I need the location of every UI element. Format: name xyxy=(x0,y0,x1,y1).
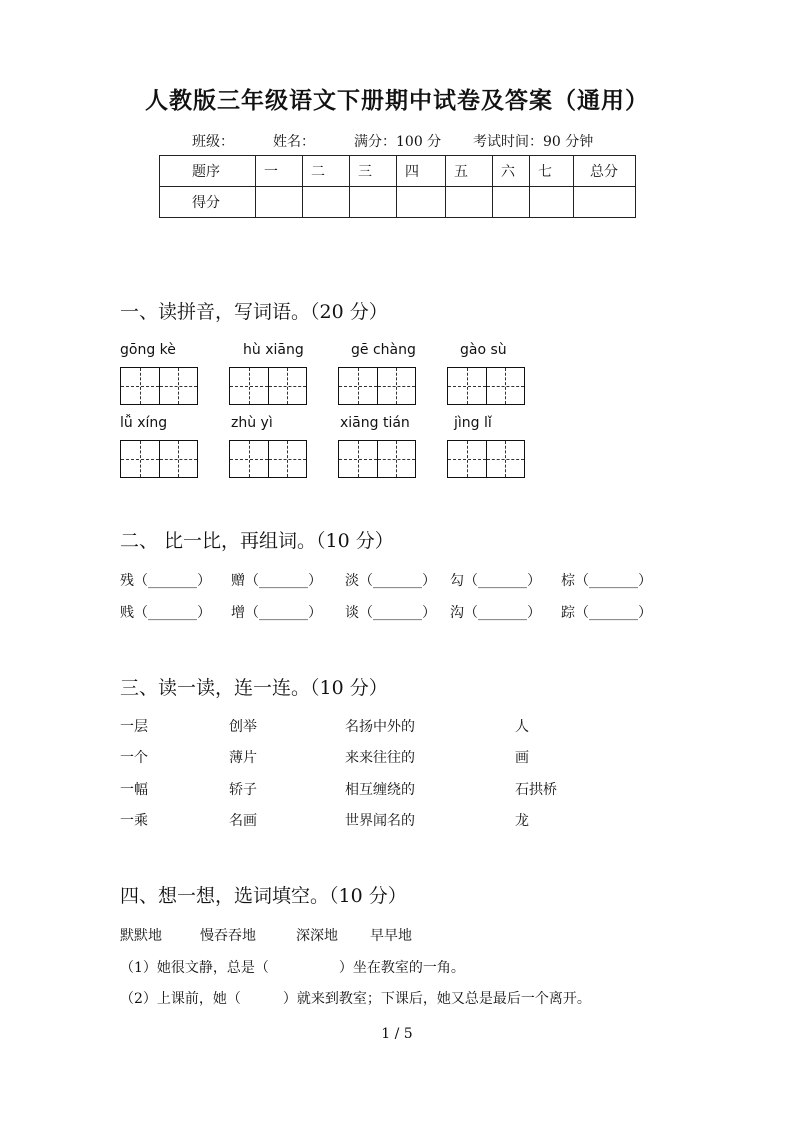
pinyin-label: hù xiāng xyxy=(243,342,304,358)
score-input-cell[interactable] xyxy=(303,187,350,218)
pinyin-label: gē chàng xyxy=(351,342,416,358)
tianzi-grid[interactable] xyxy=(338,367,416,405)
score-input-cell[interactable] xyxy=(350,187,397,218)
class-label: 班级： xyxy=(192,134,234,150)
word-blank[interactable]: 淡（_______） xyxy=(345,573,436,589)
match-item[interactable]: 薄片 xyxy=(229,750,257,766)
score-input-cell[interactable] xyxy=(446,187,493,218)
word-choice: 早早地 xyxy=(370,928,412,944)
score-input-cell[interactable] xyxy=(493,187,530,218)
match-item[interactable]: 名扬中外的 xyxy=(345,719,415,735)
score-input-cell[interactable] xyxy=(574,187,636,218)
section1-heading: 一、读拼音，写词语。（20 分） xyxy=(120,301,388,323)
word-blank[interactable]: 贱（_______） xyxy=(120,605,211,621)
pinyin-label: gōng kè xyxy=(120,342,176,358)
fill-question[interactable]: （1）她很文静，总是（ ）坐在教室的一角。 xyxy=(120,960,465,976)
score-input-cell[interactable] xyxy=(397,187,446,218)
tianzi-grid[interactable] xyxy=(120,440,198,478)
word-blank[interactable]: 增（_______） xyxy=(231,605,322,621)
score-table-row-label: 得分 xyxy=(160,187,256,218)
name-label: 姓名： xyxy=(273,134,315,150)
match-item[interactable]: 一乘 xyxy=(120,813,148,829)
score-table xyxy=(159,155,636,218)
score-table-cell: 一 xyxy=(256,156,303,187)
word-blank[interactable]: 赠（_______） xyxy=(231,573,322,589)
word-choice: 慢吞吞地 xyxy=(200,928,256,944)
match-item[interactable]: 世界闻名的 xyxy=(345,813,415,829)
match-item[interactable]: 一层 xyxy=(120,719,148,735)
match-item[interactable]: 人 xyxy=(515,719,529,735)
word-blank[interactable]: 沟（_______） xyxy=(450,605,541,621)
full-score-label: 满分：100 分 xyxy=(354,134,442,150)
section3-heading: 三、读一读，连一连。（10 分） xyxy=(120,677,388,699)
section2-heading: 二、 比一比，再组词。（10 分） xyxy=(120,530,394,552)
tianzi-grid[interactable] xyxy=(447,367,525,405)
pinyin-label: lǚ xíng xyxy=(120,415,168,431)
score-input-cell[interactable] xyxy=(530,187,574,218)
pinyin-label: xiāng tián xyxy=(340,415,410,431)
fill-question[interactable]: （2）上课前，她（ ）就来到教室；下课后，她又总是最后一个离开。 xyxy=(120,991,591,1007)
score-table-cell: 三 xyxy=(350,156,397,187)
page-title: 人教版三年级语文下册期中试卷及答案（通用） xyxy=(145,87,649,114)
word-choice: 默默地 xyxy=(120,928,162,944)
exam-time-label: 考试时间：90 分钟 xyxy=(473,134,594,150)
pinyin-label: jìng lǐ xyxy=(454,415,492,431)
word-blank[interactable]: 残（_______） xyxy=(120,573,211,589)
score-input-cell[interactable] xyxy=(256,187,303,218)
match-item[interactable]: 来来往往的 xyxy=(345,750,415,766)
match-item[interactable]: 一个 xyxy=(120,750,148,766)
score-table-header-row xyxy=(160,156,636,187)
score-table-cell: 四 xyxy=(397,156,446,187)
word-blank[interactable]: 谈（_______） xyxy=(345,605,436,621)
score-table-score-row xyxy=(160,187,636,218)
tianzi-grid[interactable] xyxy=(447,440,525,478)
page-number: 1 / 5 xyxy=(381,1026,413,1042)
match-item[interactable]: 一幅 xyxy=(120,782,148,798)
score-table-cell: 五 xyxy=(446,156,493,187)
tianzi-grid[interactable] xyxy=(229,367,307,405)
section4-heading: 四、想一想，选词填空。（10 分） xyxy=(120,885,407,907)
tianzi-grid[interactable] xyxy=(120,367,198,405)
match-item[interactable]: 石拱桥 xyxy=(515,782,557,798)
pinyin-label: zhù yì xyxy=(231,415,273,431)
match-item[interactable]: 画 xyxy=(515,750,529,766)
match-item[interactable]: 轿子 xyxy=(229,782,257,798)
score-table-cell: 七 xyxy=(530,156,574,187)
word-choice: 深深地 xyxy=(296,928,338,944)
pinyin-label: gào sù xyxy=(460,342,507,358)
match-item[interactable]: 创举 xyxy=(229,719,257,735)
match-item[interactable]: 相互缠绕的 xyxy=(345,782,415,798)
score-table-cell: 题序 xyxy=(160,156,256,187)
score-table-cell: 总分 xyxy=(574,156,636,187)
word-blank[interactable]: 勾（_______） xyxy=(450,573,541,589)
tianzi-grid[interactable] xyxy=(338,440,416,478)
score-table-cell: 六 xyxy=(493,156,530,187)
word-blank[interactable]: 棕（_______） xyxy=(561,573,652,589)
match-item[interactable]: 龙 xyxy=(515,813,529,829)
score-table-cell: 二 xyxy=(303,156,350,187)
word-blank[interactable]: 踪（_______） xyxy=(561,605,652,621)
match-item[interactable]: 名画 xyxy=(229,813,257,829)
tianzi-grid[interactable] xyxy=(229,440,307,478)
